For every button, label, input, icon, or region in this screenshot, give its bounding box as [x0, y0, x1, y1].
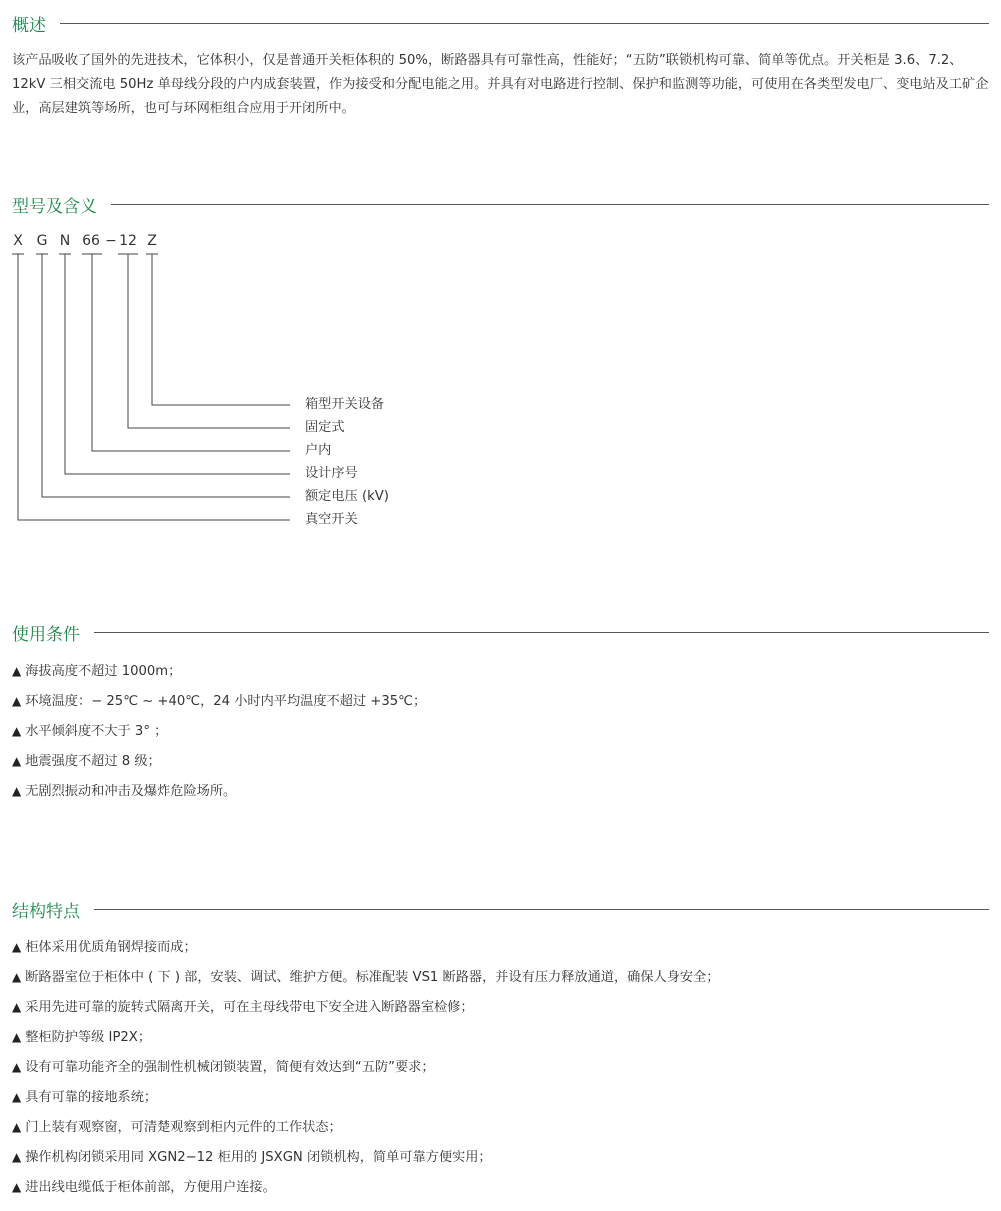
list-item: ▲ 环境温度：− 25℃ ~ +40℃，24 小时内平均温度不超过 +35℃； — [12, 686, 426, 716]
triangle-bullet-icon: ▲ — [12, 724, 22, 738]
triangle-bullet-icon: ▲ — [12, 1090, 22, 1104]
overview-divider — [60, 23, 989, 24]
features-divider — [94, 909, 989, 910]
list-item: ▲ 海拔高度不超过 1000m； — [12, 656, 426, 686]
code-letter-n: N — [59, 233, 71, 249]
conditions-heading — [12, 618, 989, 646]
model-title: 型号及含义 — [12, 196, 97, 217]
code-dash: − — [105, 233, 117, 249]
triangle-bullet-icon: ▲ — [12, 1120, 22, 1134]
list-item: ▲ 操作机构闭锁采用同 XGN2−12 柜用的 JSXGN 闭锁机构，简单可靠方便实用； — [12, 1142, 719, 1172]
triangle-bullet-icon: ▲ — [12, 1030, 22, 1044]
meaning-design-number: 设计序号 — [305, 466, 358, 481]
triangle-bullet-icon: ▲ — [12, 784, 22, 798]
conditions-list — [12, 656, 426, 806]
code-letter-g: G — [36, 233, 48, 249]
list-item: ▲ 设有可靠功能齐全的强制性机械闭锁装置，简便有效达到“五防”要求； — [12, 1052, 719, 1082]
list-item: ▲ 门上装有观察窗，可清楚观察到柜内元件的工作状态； — [12, 1112, 719, 1142]
features-title: 结构特点 — [12, 901, 80, 922]
features-heading — [12, 895, 989, 923]
list-item: ▲ 地震强度不超过 8 级； — [12, 746, 426, 776]
code-letter-x: X — [13, 233, 23, 249]
triangle-bullet-icon: ▲ — [12, 754, 22, 768]
triangle-bullet-icon: ▲ — [12, 694, 22, 708]
list-item: ▲ 柜体采用优质角钢焊接而成； — [12, 932, 719, 962]
conditions-title: 使用条件 — [12, 624, 80, 645]
list-item: ▲ 进出线电缆低于柜体前部，方便用户连接。 — [12, 1172, 719, 1202]
code-number-12: 12 — [119, 233, 137, 249]
overview-heading — [12, 9, 989, 37]
meaning-rated-voltage: 额定电压 (kV) — [305, 489, 389, 504]
list-item: ▲ 无剧烈振动和冲击及爆炸危险场所。 — [12, 776, 426, 806]
triangle-bullet-icon: ▲ — [12, 1180, 22, 1194]
meaning-fixed: 固定式 — [305, 420, 345, 435]
meaning-vacuum-switch: 真空开关 — [305, 512, 358, 527]
meaning-indoor: 户内 — [305, 443, 332, 458]
triangle-bullet-icon: ▲ — [12, 970, 22, 984]
conditions-divider — [94, 632, 989, 633]
triangle-bullet-icon: ▲ — [12, 664, 22, 678]
triangle-bullet-icon: ▲ — [12, 1060, 22, 1074]
overview-paragraph: 该产品吸收了国外的先进技术，它体积小，仅是普通开关柜体积的 50%，断路器具有可靠性高，性能好；“五防”联锁机构可靠、简单等优点。开关柜是 3.6、7.2、12kV 三相交流电 50Hz 单母线分段的户内成套装置，作为接受和分配电能之用。并具有对电路进行控制、保护和监测等功能，可使用在各类型发电厂、变电站及工矿企业，高层建筑等场所，也可与环网柜组合应用于开闭所中。 — [12, 53, 989, 116]
list-item: ▲ 采用先进可靠的旋转式隔离开关，可在主母线带电下安全进入断路器室检修； — [12, 992, 719, 1022]
list-item: ▲ 水平倾斜度不大于 3° ； — [12, 716, 426, 746]
code-number-66: 66 — [82, 233, 100, 249]
list-item: ▲ 断路器室位于柜体中 ( 下 ) 部，安装、调试、维护方便。标准配装 VS1 断路器，并设有压力释放通道，确保人身安全； — [12, 962, 719, 992]
triangle-bullet-icon: ▲ — [12, 1000, 22, 1014]
model-divider — [111, 204, 989, 205]
model-code-diagram — [0, 230, 420, 540]
triangle-bullet-icon: ▲ — [12, 1150, 22, 1164]
features-list — [12, 932, 719, 1202]
model-heading — [12, 190, 989, 218]
triangle-bullet-icon: ▲ — [12, 940, 22, 954]
list-item: ▲ 具有可靠的接地系统； — [12, 1082, 719, 1112]
meaning-box-type: 箱型开关设备 — [305, 397, 385, 412]
overview-title: 概述 — [12, 15, 46, 36]
code-letter-z: Z — [147, 233, 157, 249]
list-item: ▲ 整柜防护等级 IP2X； — [12, 1022, 719, 1052]
